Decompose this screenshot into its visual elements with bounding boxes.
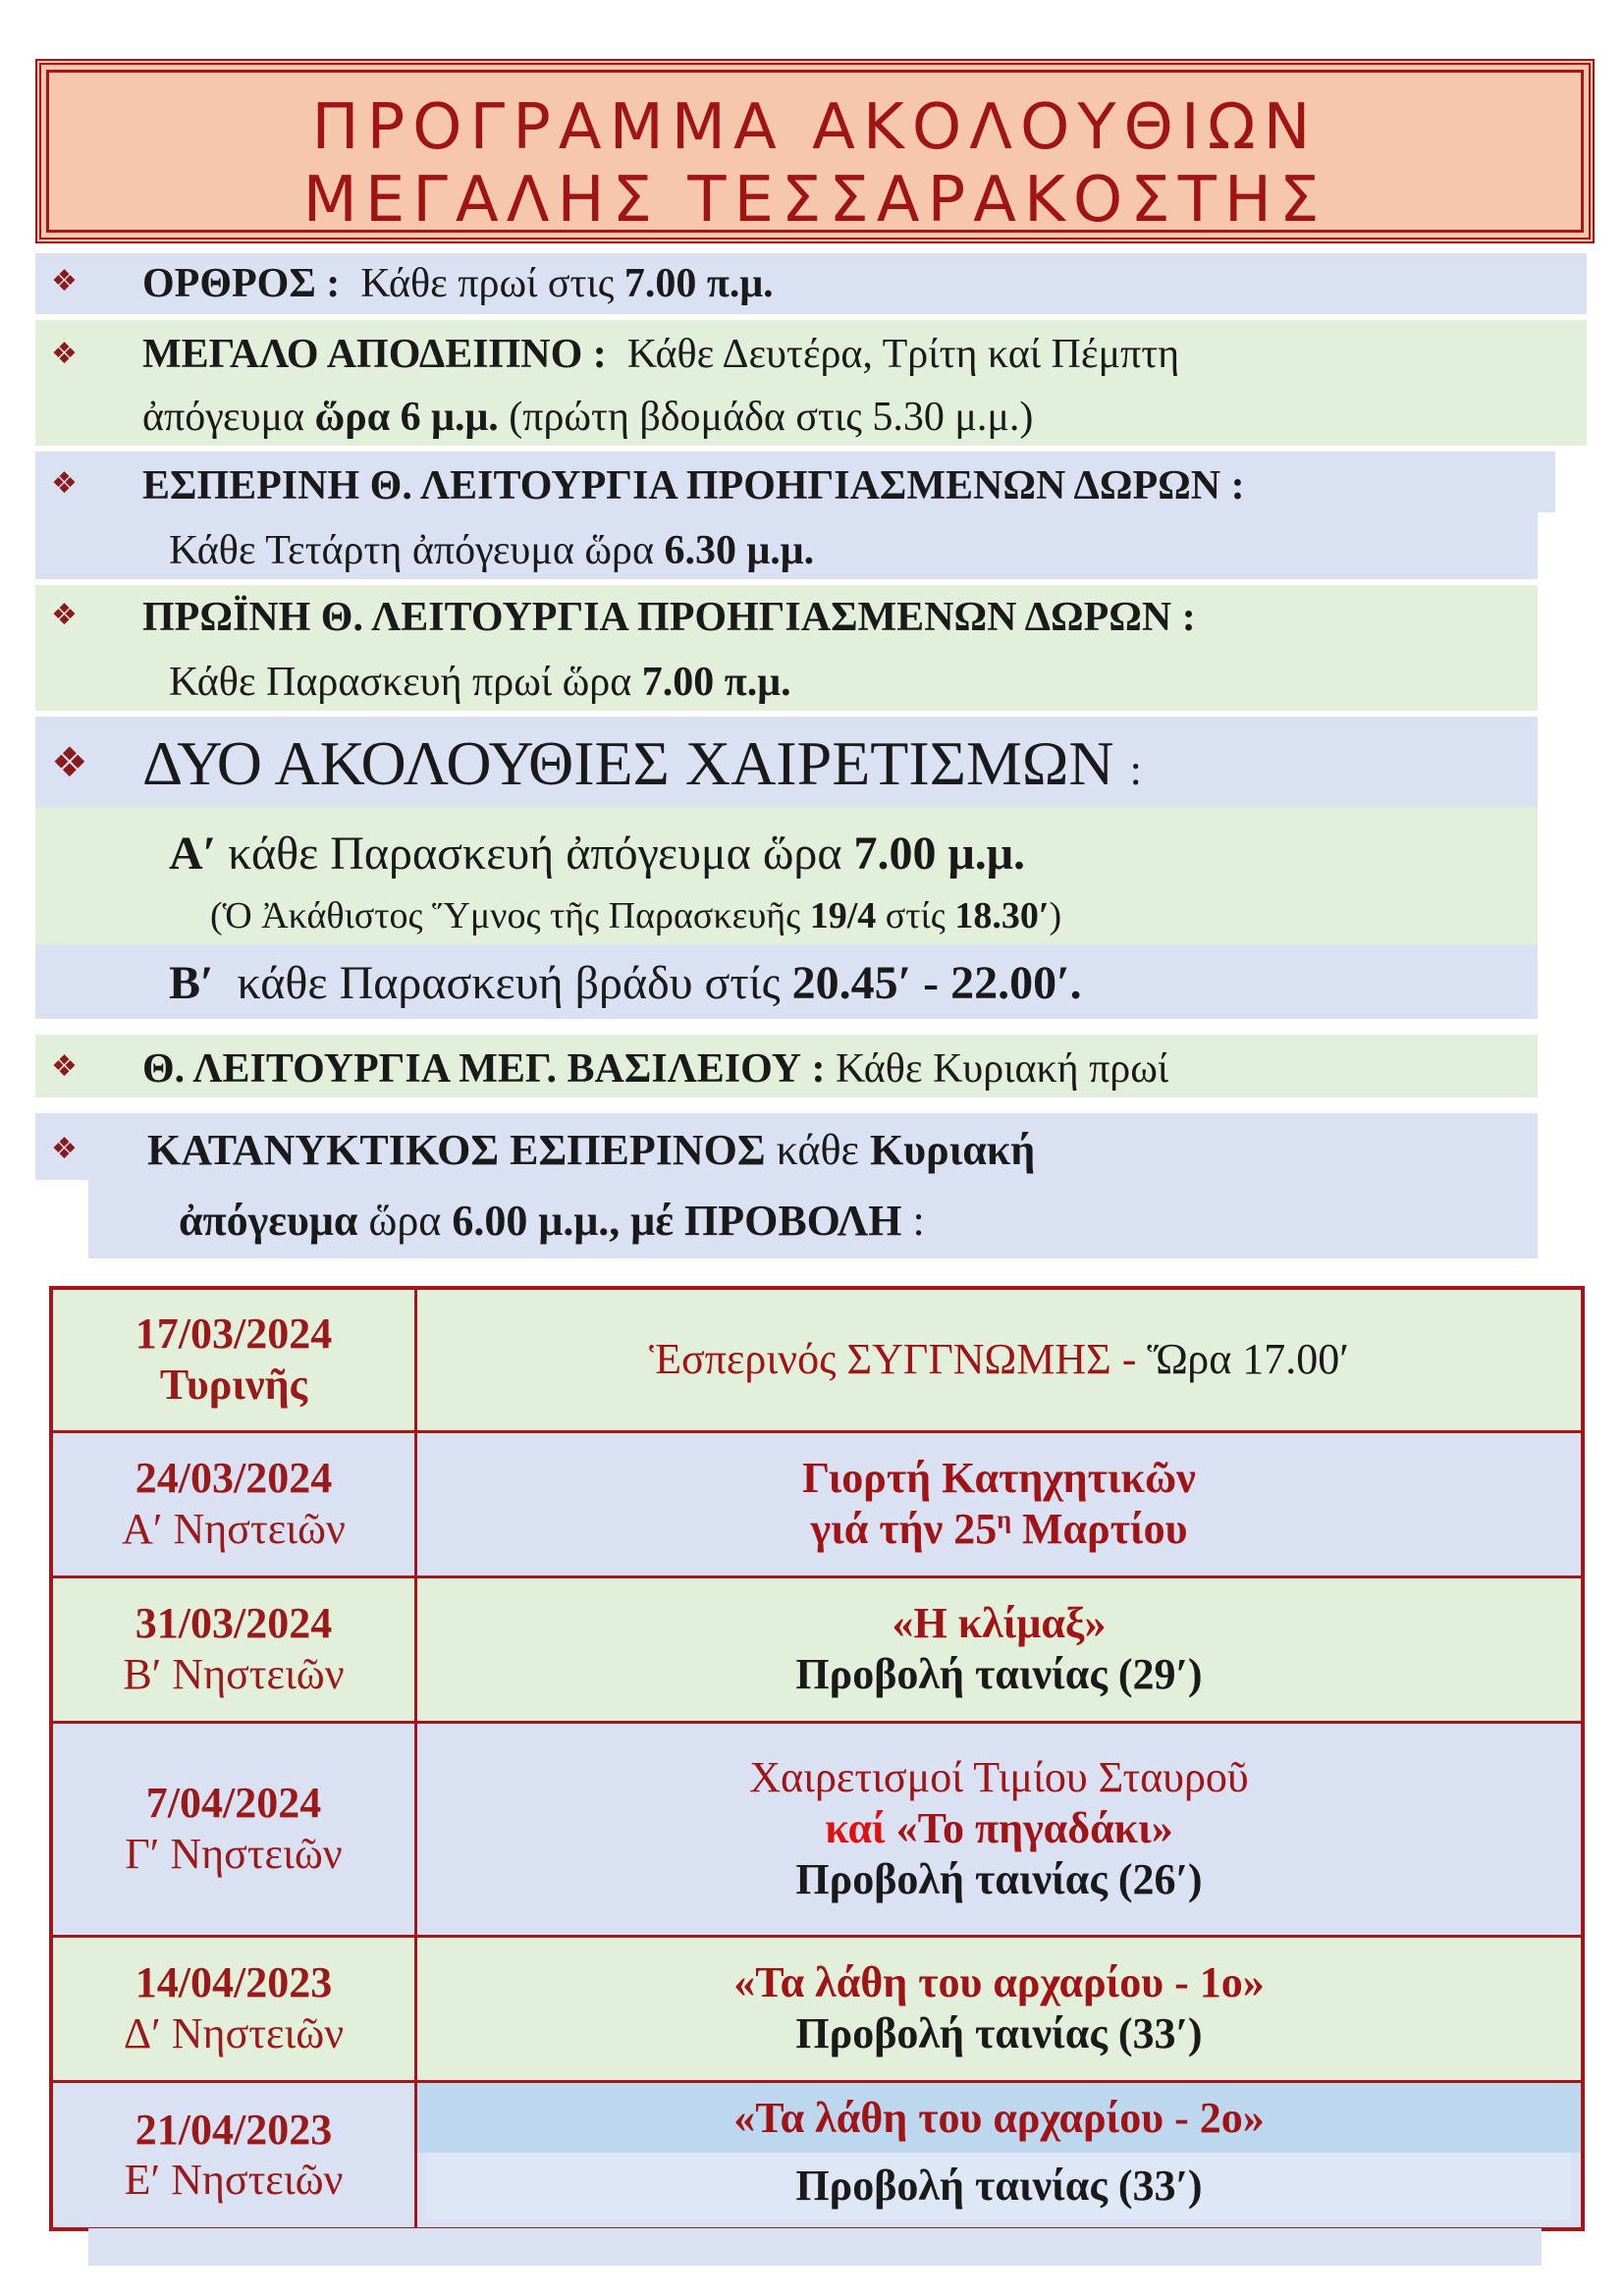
xairetismoi-a-prefix: Α′: [169, 828, 217, 880]
akathistos-row: [210, 897, 1061, 934]
event-line-1: Γιορτή Κατηχητικῶν: [802, 1454, 1196, 1503]
katanyktikos-row-2: [179, 1197, 925, 1245]
event-cell: [416, 1576, 1584, 1722]
vasileiou-text: Κάθε Κυριακή πρωί: [836, 1046, 1169, 1092]
event-line-1: «Η κλίμαξ»: [892, 1599, 1107, 1648]
bottom-band: [88, 2228, 1542, 2266]
bullet-diamond-icon: ❖: [51, 337, 78, 371]
esperini-text: Κάθε Τετάρτη ἀπόγευμα ὥρα: [169, 528, 654, 573]
apodeipno-time: ὥρα 6 μ.μ.: [314, 395, 499, 440]
proini-text: Κάθε Παρασκευή πρωί ὥρα: [169, 660, 632, 705]
vasileiou-row: [142, 1048, 1168, 1090]
akathistos-time: 18.30′: [954, 895, 1050, 936]
row-sunday-name: Δ′ Νηστειῶν: [123, 2009, 345, 2057]
apodeipno-label: ΜΕΓΑΛΟ ΑΠΟΔΕΙΠΝΟ :: [142, 332, 607, 377]
xairetismoi-b-row: [169, 957, 1082, 1009]
proini-text-row: [169, 662, 791, 703]
date-cell: [51, 1576, 416, 1722]
event-line-2a: γιά τήν 25: [810, 1505, 998, 1553]
katanyktikos-label: ΚΑΤΑΝΥΚΤΙΚΟΣ ΕΣΠΕΡΙΝΟΣ: [147, 1126, 766, 1174]
date-cell: [51, 1936, 416, 2081]
table-row: [51, 2081, 1583, 2229]
vasileiou-label: Θ. ΛΕΙΤΟΥΡΓΙΑ ΜΕΓ. ΒΑΣΙΛΕΙΟΥ :: [142, 1046, 826, 1092]
table-row: [51, 1936, 1583, 2081]
xairetismoi-a-text: κάθε Παρασκευή ἀπόγευμα ὥρα: [228, 828, 842, 880]
xairetismoi-a-time: 7.00 μ.μ.: [853, 828, 1025, 880]
row-date: 14/04/2023: [135, 1958, 333, 2007]
date-cell: [51, 1431, 416, 1576]
table-row: [51, 1288, 1583, 1431]
akathistos-text-b: στίς: [885, 895, 946, 936]
bullet-diamond-icon: ❖: [51, 1049, 78, 1084]
akathistos-close: ): [1049, 895, 1062, 936]
event-line-1: Χαιρετισμοί Τιμίου Σταυροῦ: [749, 1753, 1249, 1802]
event-line-2: Προβολή ταινίας (33′): [795, 2009, 1203, 2057]
event-line-2b: Μαρτίου: [1011, 1505, 1188, 1553]
table-row: [51, 1431, 1583, 1576]
event-cell: [416, 1936, 1584, 2081]
orthros-time: 7.00 π.μ.: [623, 261, 774, 306]
row-date: 21/04/2023: [135, 2105, 333, 2154]
event-line-2: Προβολή ταινίας (33′): [427, 2153, 1571, 2219]
row-date: 24/03/2024: [135, 1454, 333, 1503]
katanyktikos-time: 6.00 μ.μ., μέ ΠΡΟΒΟΛΗ: [452, 1197, 902, 1245]
akathistos-text-a: (Ὁ Ἀκάθιστος Ὕμνος τῆς Παρασκευῆς: [210, 895, 801, 936]
esperini-label: ΕΣΠΕΡΙΝΗ Θ. ΛΕΙΤΟΥΡΓΙΑ ΠΡΟΗΓΙΑΣΜΕΝΩΝ ΔΩΡΩΝ :: [142, 463, 1245, 508]
date-cell: [51, 2081, 416, 2229]
orthros-row: [142, 263, 774, 304]
xairetismoi-b-text: κάθε Παρασκευή βράδυ στίς: [237, 957, 781, 1009]
xairetismoi-b-time: 20.45′ - 22.00′.: [791, 957, 1082, 1009]
event-line-1: «Τα λάθη του αρχαρίου - 2ο»: [417, 2083, 1581, 2154]
xairetismoi-b-prefix: Β′: [169, 957, 214, 1009]
table-row: [51, 1722, 1583, 1936]
event-cell: [416, 2081, 1584, 2229]
bullet-diamond-icon: ❖: [51, 466, 78, 501]
event-cell: [416, 1722, 1584, 1936]
event-cell: [416, 1431, 1584, 1576]
title-banner: [35, 59, 1595, 243]
esperini-text-row: [169, 530, 814, 571]
esperini-time: 6.30 μ.μ.: [664, 528, 815, 573]
akathistos-date: 19/4: [809, 895, 877, 936]
xairetismoi-label-row: [142, 728, 1142, 798]
row-date: 31/03/2024: [135, 1599, 333, 1648]
katanyktikos-text-2b: ὥρα: [368, 1197, 442, 1245]
bullet-diamond-icon: ❖: [51, 1132, 78, 1166]
event-line-1: «Τα λάθη του αρχαρίου - 1ο»: [733, 1958, 1265, 2007]
event-line-1: Ἑσπερινός ΣΥΓΓΝΩΜΗΣ -: [649, 1335, 1148, 1384]
apodeipno-row-1: [142, 334, 1179, 375]
proini-label-row: [142, 597, 1196, 638]
katanyktikos-row-1: [147, 1126, 1036, 1174]
event-line-3: Προβολή ταινίας (26′): [795, 1854, 1203, 1903]
event-cell: [416, 1288, 1584, 1431]
apodeipno-text-2a: ἀπόγευμα: [142, 395, 305, 440]
event-time: Ὥρα 17.00′: [1147, 1335, 1349, 1384]
row-sunday-name: Τυρινῆς: [159, 1361, 308, 1410]
proini-label: ΠΡΩΪΝΗ Θ. ΛΕΙΤΟΥΡΓΙΑ ΠΡΟΗΓΙΑΣΜΕΝΩΝ ΔΩΡΩΝ :: [142, 595, 1196, 640]
proini-time: 7.00 π.μ.: [641, 660, 791, 705]
title-line-2: ΜΕΓΑΛΗΣ ΤΕΣΣΑΡΑΚΟΣΤΗΣ: [302, 164, 1327, 237]
event-line-2: Προβολή ταινίας (29′): [795, 1650, 1203, 1698]
apodeipno-text-2b: (πρώτη βδομάδα στις 5.30 μ.μ.): [509, 395, 1034, 440]
event-line-2-film: «Το πηγαδάκι»: [895, 1804, 1173, 1853]
xairetismoi-colon: :: [1129, 746, 1142, 794]
bullet-diamond-icon: ❖: [51, 264, 78, 298]
row-date: 17/03/2024: [135, 1309, 333, 1359]
katanyktikos-text-1: κάθε: [776, 1126, 859, 1174]
row-sunday-name: Β′ Νηστειῶν: [123, 1650, 345, 1698]
row-date: 7/04/2024: [145, 1779, 322, 1828]
bullet-diamond-icon: ❖: [51, 598, 78, 632]
xairetismoi-a-row: [169, 830, 1025, 878]
orthros-text: Κάθε πρωί στις: [360, 261, 615, 306]
apodeipno-text-1: Κάθε Δευτέρα, Τρίτη καί Πέμπτη: [626, 332, 1180, 377]
event-line-2-sup: η: [997, 1505, 1012, 1534]
date-cell: [51, 1722, 416, 1936]
row-sunday-name: Ε′ Νηστειῶν: [124, 2156, 344, 2205]
schedule-table: [49, 1286, 1585, 2231]
row-sunday-name: Γ′ Νηστειῶν: [125, 1830, 343, 1878]
katanyktikos-text-2a: ἀπόγευμα: [179, 1197, 358, 1245]
katanyktikos-colon: :: [912, 1197, 925, 1245]
date-cell: [51, 1288, 416, 1431]
apodeipno-row-2: [142, 397, 1033, 438]
bullet-diamond-icon: ❖: [51, 738, 88, 786]
event-line-2-kai: καί: [825, 1804, 896, 1853]
katanyktikos-text-1b: Κυριακή: [870, 1126, 1036, 1174]
esperini-label-row: [142, 465, 1245, 507]
table-row: [51, 1576, 1583, 1722]
orthros-label: ΟΡΘΡΟΣ :: [142, 261, 341, 306]
title-line-1: ΠΡΟΓΡΑΜΜΑ ΑΚΟΛΟΥΘΙΩΝ: [311, 91, 1319, 164]
row-sunday-name: Α′ Νηστειῶν: [122, 1505, 346, 1553]
xairetismoi-label: ΔΥΟ ΑΚΟΛΟΥΘΙΕΣ ΧΑΙΡΕΤΙΣΜΩΝ: [142, 728, 1114, 798]
